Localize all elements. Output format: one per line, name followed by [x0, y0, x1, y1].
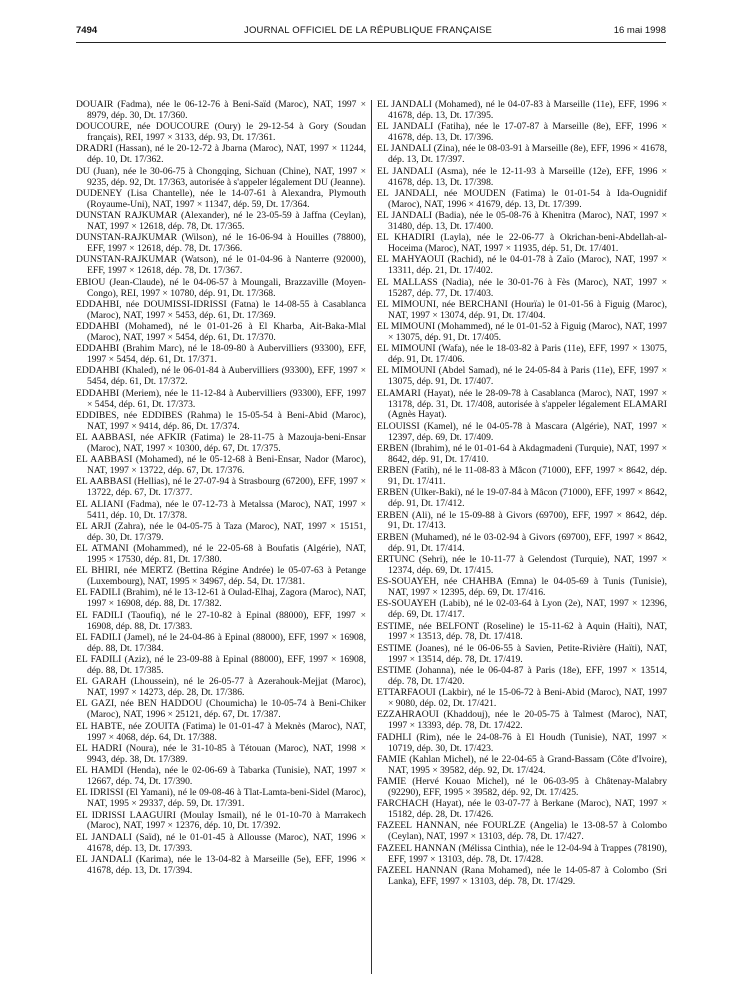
naturalization-entry: FAMIE (Kahlan Michel), né le 22-04-65 à Grand-Bassam (Côte d'Ivoire), NAT, 1995 × 39582, dép. 92, Dt. 17/424.: [377, 753, 667, 776]
naturalization-entry: DUNSTAN RAJKUMAR (Alexander), né le 23-05-59 à Jaffna (Ceylan), NAT, 1997 × 12618, dép. 78, Dt. 17/365.: [76, 210, 366, 232]
naturalization-entry: EL JANDALI (Asma), née le 12-11-93 à Marseille (12e), EFF, 1996 × 41678, dép. 13, Dt. 17/398.: [377, 165, 667, 188]
naturalization-entry: EDDAHBI, née DOUMISSI-IDRISSI (Fatna) le 14-08-55 à Casablanca (Maroc), NAT, 1997 × 5453, dép. 61, Dt. 17/369.: [76, 298, 366, 321]
naturalization-entry: ES-SOUAYEH, née CHAHBA (Emna) le 04-05-69 à Tunis (Tunisie), NAT, 1997 × 12395, dép. 69, Dt. 17/416.: [377, 576, 667, 599]
naturalization-entry: EL IDRISSI LAAGUIRI (Moulay Ismail), né le 01-10-70 à Marrakech (Maroc), NAT, 1997 × 12376, dép. 10, Dt. 17/392.: [76, 809, 366, 832]
naturalization-entry: EBIOU (Jean-Claude), né le 04-06-57 à Moungali, Brazzaville (Moyen-Congo), REI, 1997 × 10780, dép. 91, Dt. 17/368.: [76, 276, 366, 299]
naturalization-entry: EL MALLASS (Nadia), née le 30-01-76 à Fès (Maroc), NAT, 1997 × 15287, dép. 77, Dt. 17/403.: [377, 276, 667, 299]
column-divider: [371, 100, 372, 974]
naturalization-entry: EL HAMDI (Henda), née le 02-06-69 à Tabarka (Tunisie), NAT, 1997 × 12667, dép. 74, Dt. 17/390.: [76, 765, 366, 787]
naturalization-entry: EL AABBASI, née AFKIR (Fatima) le 28-11-75 à Mazouja-beni-Ensar (Maroc), NAT, 1997 × 10300, dép. 67, Dt. 17/375.: [76, 432, 366, 454]
naturalization-entry: EL KHADIRI (Layla), née le 22-06-77 à Okrichan-beni-Abdellah-al-Hoceima (Maroc), NAT, 1997 × 11935, dép. 51, Dt. 17/401.: [377, 232, 667, 255]
naturalization-entry: EL JANDALI (Zina), née le 08-03-91 à Marseille (8e), EFF, 1996 × 41678, dép. 13, Dt. 17/397.: [377, 143, 667, 166]
journal-title: JOURNAL OFFICIEL DE LA RÉPUBLIQUE FRANÇAISE: [244, 25, 493, 36]
header-rule: [76, 42, 666, 43]
naturalization-entry: EDDAHBI (Khaled), né le 06-01-84 à Aubervilliers (93300), EFF, 1997 × 5454, dép. 61, Dt. 17/372.: [76, 365, 366, 388]
naturalization-entry: EL JANDALI, née MOUDEN (Fatima) le 01-01-54 à Ida-Ougnidif (Maroc), NAT, 1996 × 41679, dép. 13, Dt. 17/399.: [377, 187, 667, 210]
page-header: [76, 25, 666, 41]
naturalization-entry: EL HABTE, née ZOUITA (Fatima) le 01-01-47 à Meknès (Maroc), NAT, 1997 × 4068, dép. 64, Dt. 17/388.: [76, 720, 366, 743]
naturalization-entry: EL BHIRI, née MERTZ (Bettina Régine Andrée) le 05-07-63 à Petange (Luxembourg), NAT, 1995 × 34967, dép. 54, Dt. 17/381.: [76, 565, 366, 588]
naturalization-entry: FARCHACH (Hayat), née le 03-07-77 à Berkane (Maroc), NAT, 1997 × 15182, dép. 28, Dt. 17/426.: [377, 798, 667, 821]
naturalization-entry: DUNSTAN-RAJKUMAR (Watson), né le 01-04-96 à Nanterre (92000), EFF, 1997 × 12618, dép. 78, Dt. 17/367.: [76, 254, 366, 277]
naturalization-entry: EDDAHBI (Meriem), née le 11-12-84 à Aubervilliers (93300), EFF, 1997 × 5454, dép. 61, Dt. 17/373.: [76, 387, 366, 410]
naturalization-entry: DOUAIR (Fadma), née le 06-12-76 à Beni-Saïd (Maroc), NAT, 1997 × 8979, dép. 30, Dt. 17/360.: [76, 99, 366, 121]
naturalization-entry: EL MIMOUNI (Abdel Samad), né le 24-05-84 à Paris (11e), EFF, 1997 × 13075, dép. 91, Dt. 17/407.: [377, 365, 667, 388]
naturalization-entry: ESTIME (Joanes), né le 06-06-55 à Savien, Petite-Rivière (Haïti), NAT, 1997 × 13514, dép. 78, Dt. 17/419.: [377, 642, 667, 665]
naturalization-entry: EL JANDALI (Badia), née le 05-08-76 à Khenitra (Maroc), NAT, 1997 × 31480, dép. 13, Dt. 17/400.: [377, 210, 667, 232]
right-column: [377, 100, 667, 888]
naturalization-entry: EL HADRI (Noura), née le 31-10-85 à Tétouan (Maroc), NAT, 1998 × 9943, dép. 38, Dt. 17/389.: [76, 742, 366, 765]
naturalization-entry: EL JANDALI (Karima), née le 13-04-82 à Marseille (5e), EFF, 1996 × 41678, dép. 13, Dt. 17/394.: [76, 853, 366, 876]
naturalization-entry: ESTIME (Johanna), née le 06-04-87 à Paris (18e), EFF, 1997 × 13514, dép. 78, Dt. 17/420.: [377, 664, 667, 687]
naturalization-entry: EL MIMOUNI, née BERCHANI (Hourïa) le 01-01-56 à Figuig (Maroc), NAT, 1997 × 13074, dép. 91, Dt. 17/404.: [377, 298, 667, 321]
naturalization-entry: FAZEEL HANNAN (Rana Mohamed), née le 14-05-87 à Colombo (Sri Lanka), EFF, 1997 × 13103, dép. 78, Dt. 17/429.: [377, 864, 667, 887]
naturalization-entry: DUDENEY (Lisa Chantelle), née le 14-07-61 à Alexandra, Plymouth (Royaume-Uni), NAT, 1997 × 11347, dép. 59, Dt. 17/364.: [76, 187, 366, 210]
naturalization-entry: EL ARJI (Zahra), née le 04-05-75 à Taza (Maroc), NAT, 1997 × 15151, dép. 30, Dt. 17/379.: [76, 520, 366, 543]
naturalization-entry: EL FADILI (Taoufiq), né le 27-10-82 à Epinal (88000), EFF, 1997 × 16908, dép. 88, Dt. 17/383.: [76, 609, 366, 632]
naturalization-entry: DRADRI (Hassan), né le 20-12-72 à Jbarna (Maroc), NAT, 1997 × 11244, dép. 10, Dt. 17/362.: [76, 143, 366, 166]
naturalization-entry: ETTARFAOUI (Lakbir), né le 15-06-72 à Beni-Abid (Maroc), NAT, 1997 × 9080, dép. 02, Dt. 17/421.: [377, 687, 667, 710]
naturalization-entry: ERBEN (Ibrahim), né le 01-01-64 à Akdagmadeni (Turquie), NAT, 1997 × 8642, dép. 91, Dt. 17/410.: [377, 442, 667, 465]
page-number: 7494: [76, 25, 98, 36]
naturalization-entry: EL GAZI, née BEN HADDOU (Choumicha) le 10-05-74 à Beni-Chiker (Maroc), NAT, 1996 × 25121, dép. 67, Dt. 17/387.: [76, 698, 366, 721]
naturalization-entry: EL JANDALI (Mohamed), né le 04-07-83 à Marseille (11e), EFF, 1996 × 41678, dép. 13, Dt. 17/395.: [377, 99, 667, 121]
naturalization-entry: FADHLI (Rim), née le 24-08-76 à El Houdh (Tunisie), NAT, 1997 × 10719, dép. 30, Dt. 17/423.: [377, 731, 667, 754]
naturalization-entry: ERBEN (Fatih), né le 11-08-83 à Mâcon (71000), EFF, 1997 × 8642, dép. 91, Dt. 17/411.: [377, 465, 667, 488]
naturalization-entry: EL FADILI (Aziz), né le 23-09-88 à Epinal (88000), EFF, 1997 × 16908, dép. 88, Dt. 17/385.: [76, 654, 366, 676]
naturalization-entry: ESTIME, née BELFONT (Roseline) le 15-11-62 à Aquin (Haïti), NAT, 1997 × 13513, dép. 78, Dt. 17/418.: [377, 620, 667, 643]
naturalization-entry: ERBEN (Muhamed), né le 03-02-94 à Givors (69700), EFF, 1997 × 8642, dép. 91, Dt. 17/414.: [377, 531, 667, 554]
left-column: [76, 100, 366, 877]
naturalization-entry: DUNSTAN-RAJKUMAR (Wilson), né le 16-06-94 à Houilles (78800), EFF, 1997 × 12618, dép. 78, Dt. 17/366.: [76, 232, 366, 255]
naturalization-entry: FAMIE (Hervé Kouao Michel), né le 06-03-95 à Châtenay-Malabry (92290), EFF, 1995 × 39582, dép. 92, Dt. 17/425.: [377, 776, 667, 798]
naturalization-entry: EZZAHRAOUI (Khaddouj), née le 20-05-75 à Talmest (Maroc), NAT, 1997 × 13393, dép. 78, Dt. 17/422.: [377, 709, 667, 732]
naturalization-entry: FAZEEL HANNAN (Mélissa Cinthia), née le 12-04-94 à Trappes (78190), EFF, 1997 × 13103, dép. 78, Dt. 17/428.: [377, 842, 667, 865]
naturalization-entry: EL GARAH (Lhoussein), né le 26-05-77 à Azerahouk-Mejjat (Maroc), NAT, 1997 × 14273, dép. 28, Dt. 17/386.: [76, 676, 366, 699]
naturalization-entry: EL JANDALI (Saïd), né le 01-01-45 à Allousse (Maroc), NAT, 1996 × 41678, dép. 13, Dt. 17/393.: [76, 831, 366, 854]
naturalization-entry: EL ATMANI (Mohammed), né le 22-05-68 à Boufatis (Algérie), NAT, 1995 × 17530, dép. 81, Dt. 17/380.: [76, 543, 366, 565]
issue-date: 16 mai 1998: [613, 25, 666, 36]
naturalization-entry: EDDIBES, née EDDIBES (Rahma) le 15-05-54 à Beni-Abid (Maroc), NAT, 1997 × 9414, dép. 86, Dt. 17/374.: [76, 409, 366, 432]
naturalization-entry: EL MIMOUNI (Wafa), née le 18-03-82 à Paris (11e), EFF, 1997 × 13075, dép. 91, Dt. 17/406.: [377, 343, 667, 366]
naturalization-entry: EL FADILI (Brahim), né le 13-12-61 à Oulad-Elhaj, Zagora (Maroc), NAT, 1997 × 16908, dép. 88, Dt. 17/382.: [76, 587, 366, 610]
naturalization-entry: EL MIMOUNI (Mohammed), né le 01-01-52 à Figuig (Maroc), NAT, 1997 × 13075, dép. 91, Dt. 17/405.: [377, 321, 667, 343]
naturalization-entry: EL FADILI (Jamel), né le 24-04-86 à Epinal (88000), EFF, 1997 × 16908, dép. 88, Dt. 17/384.: [76, 631, 366, 654]
naturalization-entry: EL ALIANI (Fadma), née le 07-12-73 à Metalssa (Maroc), NAT, 1997 × 5411, dép. 10, Dt. 17/378.: [76, 498, 366, 521]
naturalization-entry: EL AABBASI (Mohamed), né le 05-12-68 à Beni-Ensar, Nador (Maroc), NAT, 1997 × 13722, dép. 67, Dt. 17/376.: [76, 454, 366, 477]
naturalization-entry: EL AABBASI (Hellias), né le 27-07-94 à Strasbourg (67200), EFF, 1997 × 13722, dép. 67, Dt. 17/377.: [76, 476, 366, 499]
naturalization-entry: ERBEN (Ali), né le 15-09-88 à Givors (69700), EFF, 1997 × 8642, dép. 91, Dt. 17/413.: [377, 509, 667, 532]
naturalization-entry: EDDAHBI (Mohamed), né le 01-01-26 à El Kharba, Ait-Baka-Mlal (Maroc), NAT, 1997 × 5454, dép. 61, Dt. 17/370.: [76, 321, 366, 343]
naturalization-entry: EL JANDALI (Fatiha), née le 17-07-87 à Marseille (8e), EFF, 1996 × 41678, dép. 13, Dt. 17/396.: [377, 121, 667, 144]
naturalization-entry: ELOUISSI (Kamel), né le 04-05-78 à Mascara (Algérie), NAT, 1997 × 12397, dép. 69, Dt. 17/409.: [377, 420, 667, 443]
naturalization-entry: ERBEN (Ulker-Baki), né le 19-07-84 à Mâcon (71000), EFF, 1997 × 8642, dép. 91, Dt. 17/412.: [377, 487, 667, 510]
naturalization-entry: EDDAHBI (Brahim Marc), né le 18-09-80 à Aubervilliers (93300), EFF, 1997 × 5454, dép. 61, Dt. 17/371.: [76, 343, 366, 366]
naturalization-entry: ES-SOUAYEH (Labib), né le 02-03-64 à Lyon (2e), NAT, 1997 × 12396, dép. 69, Dt. 17/417.: [377, 598, 667, 621]
naturalization-entry: EL IDRISSI (El Yamani), né le 09-08-46 à Tlat-Lamta-beni-Sidel (Maroc), NAT, 1995 × 29337, dép. 59, Dt. 17/391.: [76, 787, 366, 810]
naturalization-entry: FAZEEL HANNAN, née FOURLZE (Angelia) le 13-08-57 à Colombo (Ceylan), NAT, 1997 × 13103, dép. 78, Dt. 17/427.: [377, 820, 667, 843]
naturalization-entry: DU (Juan), née le 30-06-75 à Chongqing, Sichuan (Chine), NAT, 1997 × 9235, dép. 92, Dt. 17/363, autorisée à s'appeler légalement DU (Jeanne).: [76, 165, 366, 188]
naturalization-entry: EL MAHYAOUI (Rachid), né le 04-01-78 à Zaïo (Maroc), NAT, 1997 × 13311, dép. 21, Dt. 17/402.: [377, 254, 667, 277]
naturalization-entry: ELAMARI (Hayat), née le 28-09-78 à Casablanca (Maroc), NAT, 1997 × 13178, dép. 31, Dt. 17/408, autorisée à s'appeler légalement ELAMARI (Agnès Hayat).: [377, 387, 667, 421]
naturalization-entry: ERTUNC (Sehri), née le 10-11-77 à Gelendost (Turquie), NAT, 1997 × 12374, dép. 69, Dt. 17/415.: [377, 553, 667, 576]
naturalization-entry: DOUCOURE, née DOUCOURE (Oury) le 29-12-54 à Gory (Soudan français), REI, 1997 × 3133, dép. 93, Dt. 17/361.: [76, 121, 366, 144]
